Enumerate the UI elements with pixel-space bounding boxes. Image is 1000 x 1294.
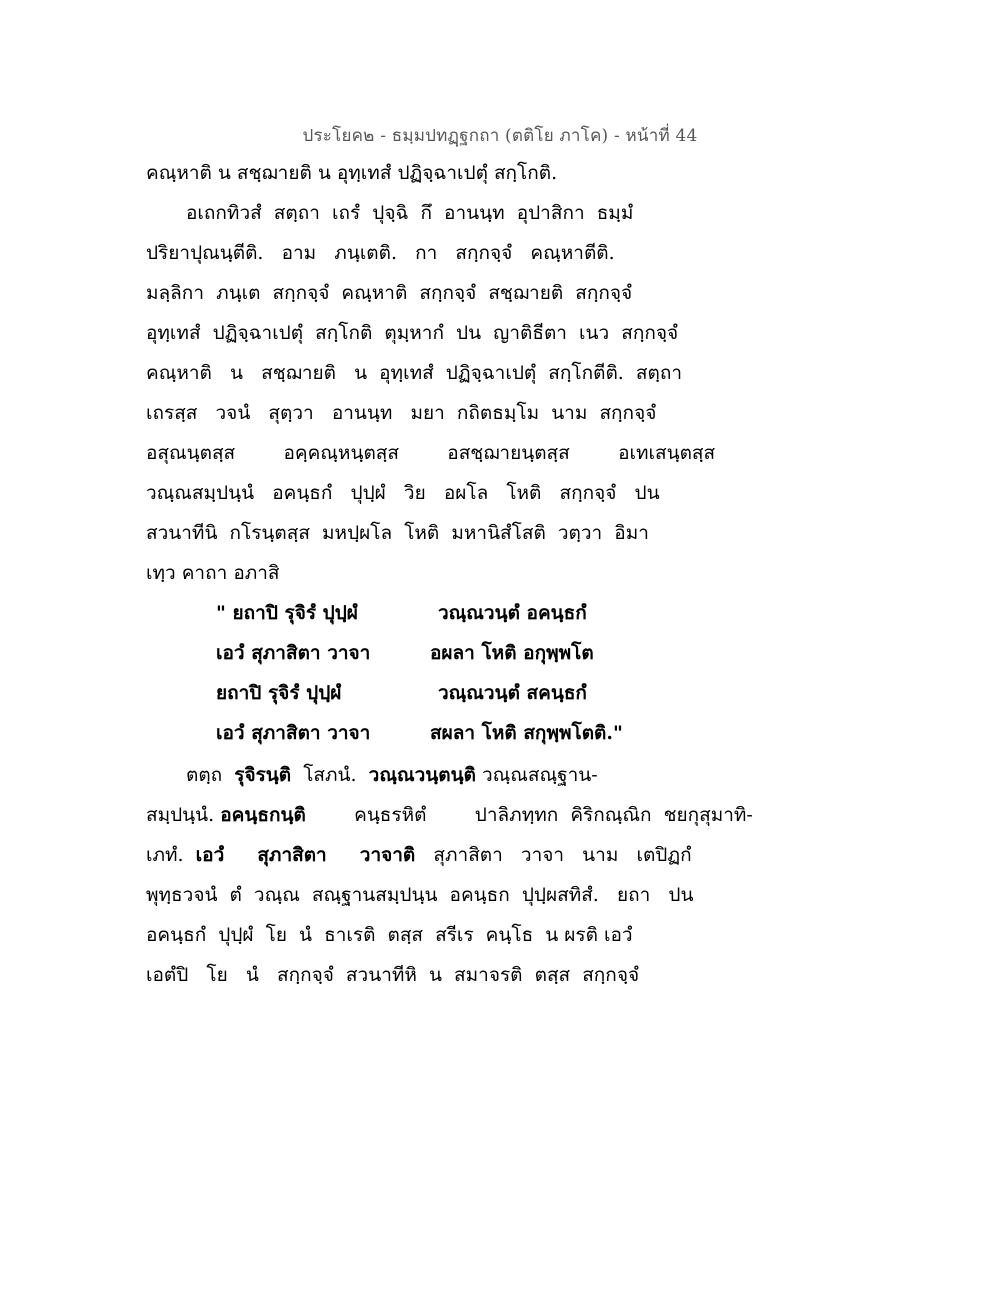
- verse-1-right: วณฺณวนฺตํ อคนฺธกํ: [438, 602, 587, 624]
- text-line-2: อเถกทิวสํ สตฺถา เถรํ ปุจฺฉิ กึ อานนฺท อุปาสิกา ธมฺมํ: [186, 202, 634, 224]
- commentary-text: สมฺปนฺนํ.: [146, 804, 221, 826]
- commentary-text: สุภาสิตา วาจา นาม เตปิฏกํ: [415, 844, 692, 866]
- commentary-text: โสภนํ.: [291, 764, 369, 786]
- page-header: ประโยค๒ - ธมฺมปทฏฺฐกถา (ตติโย ภาโค) - หน้าที่ 44: [302, 126, 698, 146]
- commentary-text: เภทํ.: [146, 844, 196, 866]
- text-line-6: คณฺหาติ น สชฺฌายติ น อุทฺเทสํ ปฏิจฺฉาเปตุํ สกฺโกตีติ. สตฺถา: [146, 362, 683, 384]
- verse-3-right: วณฺณวนฺตํ สคนฺธกํ: [438, 682, 587, 704]
- verse-2-right: อผลา โหติ อกุพฺพโต: [430, 642, 594, 664]
- text-line-9: วณฺณสมฺปนฺนํ อคนฺธกํ ปุปฺผํ วิย อผโล โหติ สกฺกจฺจํ ปน: [146, 482, 660, 504]
- text-line-5: อุทฺเทสํ ปฏิจฺฉาเปตุํ สกฺโกติ ตุมฺหากํ ปน ญาติธีตา เนว สกฺกจฺจํ: [146, 322, 679, 344]
- text-line-10: สวนาทีนิ กโรนฺตสฺส มหปฺผโล โหติ มหานิสํโสติ วตฺวา อิมา: [146, 522, 649, 544]
- commentary-term: อคนฺธกนฺติ: [220, 804, 306, 826]
- text-line-7: เถรสฺส วจนํ สุตฺวา อานนฺท มยา กถิตธมฺโม นาม สกฺกจฺจํ: [146, 402, 657, 424]
- text-line-1: คณฺหาติ น สชฺฌายติ น อุทฺเทสํ ปฏิจฺฉาเปตุํ สกฺโกติ.: [146, 162, 558, 184]
- commentary-line-4: พุทฺธวจนํ ตํ วณฺณ สณฺฐานสมฺปนฺน อคนฺธก ปุปฺผสทิสํ. ยถา ปน: [146, 884, 694, 906]
- commentary-line-6: เอตํปิ โย นํ สกฺกจฺจํ สวนาทีหิ น สมาจรติ ตสฺส สกฺกจฺจํ: [146, 964, 640, 986]
- commentary-term: วณฺณวนฺตนฺติ: [368, 764, 476, 786]
- commentary-line-1: [186, 766, 598, 785]
- verse-4-left: เอวํ สุภาสิตา วาจา: [216, 722, 371, 744]
- verse-2-left: เอวํ สุภาสิตา วาจา: [216, 642, 371, 664]
- text-line-4: มลฺลิกา ภนฺเต สกฺกจฺจํ คณฺหาติ สกฺกจฺจํ สชฺฌายติ สกฺกจฺจํ: [146, 282, 633, 304]
- commentary-term: เอวํ สุภาสิตา วาจาติ: [195, 844, 416, 866]
- verse-4-right: สผลา โหติ สกุพฺพโตติ.": [430, 722, 623, 744]
- text-line-11: เทฺว คาถา อภาสิ: [146, 562, 280, 584]
- commentary-line-5: อคนฺธกํ ปุปฺผํ โย นํ ธาเรติ ตสฺส สรีเร คนฺโธ น ผรติ เอวํ: [146, 924, 633, 946]
- commentary-line-3: [146, 846, 692, 865]
- text-line-3: ปริยาปุณนฺตีติ. อาม ภนฺเตติ. กา สกฺกจฺจํ คณฺหาตีติ.: [146, 242, 615, 264]
- commentary-text: ตตฺถ: [186, 764, 235, 786]
- verse-3-left: ยถาปิ รุจิรํ ปุปฺผํ: [216, 682, 342, 704]
- verse-1-left: " ยถาปิ รุจิรํ ปุปฺผํ: [216, 602, 358, 624]
- commentary-text: คนฺธรหิตํ ปาลิภทฺทก คิริกณฺณิก ชยกุสุมาทิ-: [305, 804, 753, 826]
- commentary-term: รุจิรนฺติ: [234, 764, 292, 786]
- commentary-text: วณฺณสณฺฐาน-: [475, 764, 598, 786]
- commentary-line-2: [146, 806, 753, 825]
- text-line-8: อสุณนฺตสฺส อคฺคณฺหนฺตสฺส อสชฺฌายนฺตสฺส อเทเสนฺตสฺส: [146, 442, 716, 464]
